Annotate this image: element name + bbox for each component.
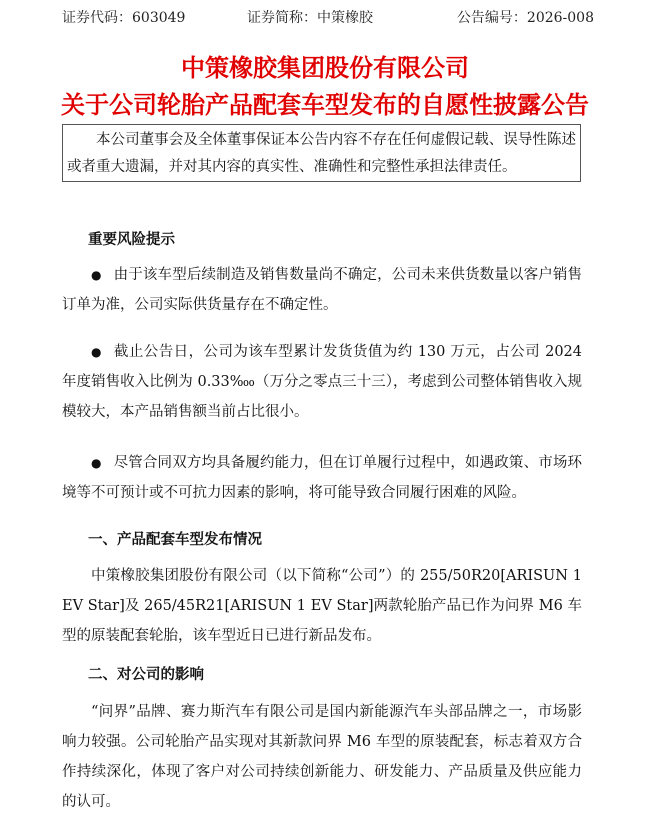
section1-text: 中策橡胶集团股份有限公司（以下简称“公司”）的 255/50R20[ARISUN 1 EV Star]及 265/45R21[ARISUN 1 EV Star]两款轮胎产品已作为问界 M6 车型的原装配套轮胎，该车型近日已进行新品发布。 [62,568,582,644]
security-short-name: 证券简称：中策橡胶 [247,10,373,26]
announcement-number: 公告编号：2026-008 [456,10,594,26]
bullet-icon: ● [91,345,102,359]
document-header [62,8,594,28]
section1-heading: 一、产品配套车型发布情况 [88,532,262,548]
section1-body [62,561,582,651]
announcement-title: 关于公司轮胎产品配套车型发布的自愿性披露公告 [61,91,589,119]
risk-item-text: 尽管合同双方均具备履约能力，但在订单履行过程中，如遇政策、市场环境等不可预计或不可抗力因素的影响，将可能导致合同履行困难的风险。 [62,455,582,501]
risk-item-3 [62,448,582,508]
risk-item-text: 截止公告日，公司为该车型累计发货货值为约 130 万元，占公司 2024 年度销售收入比例为 0.33‱（万分之零点三十三），考虑到公司整体销售收入规模较大，本产品销售额当前占比很小。 [62,344,582,420]
section2-text: “问界”品牌、赛力斯汽车有限公司是国内新能源汽车头部品牌之一，市场影响力较强。公司轮胎产品实现对其新款问界 M6 车型的原装配套，标志着双方合作持续深化，体现了客户对公司持续创新能力、研发能力、产品质量及供应能力的认可。 [62,704,582,810]
board-statement-box [62,124,581,182]
section2-heading: 二、对公司的影响 [88,667,204,683]
section2-body [62,697,582,817]
board-statement-line2: 或者重大遗漏，并对其内容的真实性、准确性和完整性承担法律责任。 [67,159,517,175]
board-statement-line1: 本公司董事会及全体董事保证本公告内容不存在任何虚假记载、误导性陈述 [96,132,576,148]
risk-item-2 [62,337,582,427]
security-code: 证券代码：603049 [62,10,186,26]
risk-item-1 [62,260,582,320]
company-title: 中策橡胶集团股份有限公司 [181,54,469,82]
risk-item-text: 由于该车型后续制造及销售数量尚不确定，公司未来供货数量以客户销售订单为准，公司实际供货量存在不确定性。 [62,267,582,313]
risk-heading: 重要风险提示 [88,232,175,248]
bullet-icon: ● [91,268,102,282]
bullet-icon: ● [91,456,102,470]
